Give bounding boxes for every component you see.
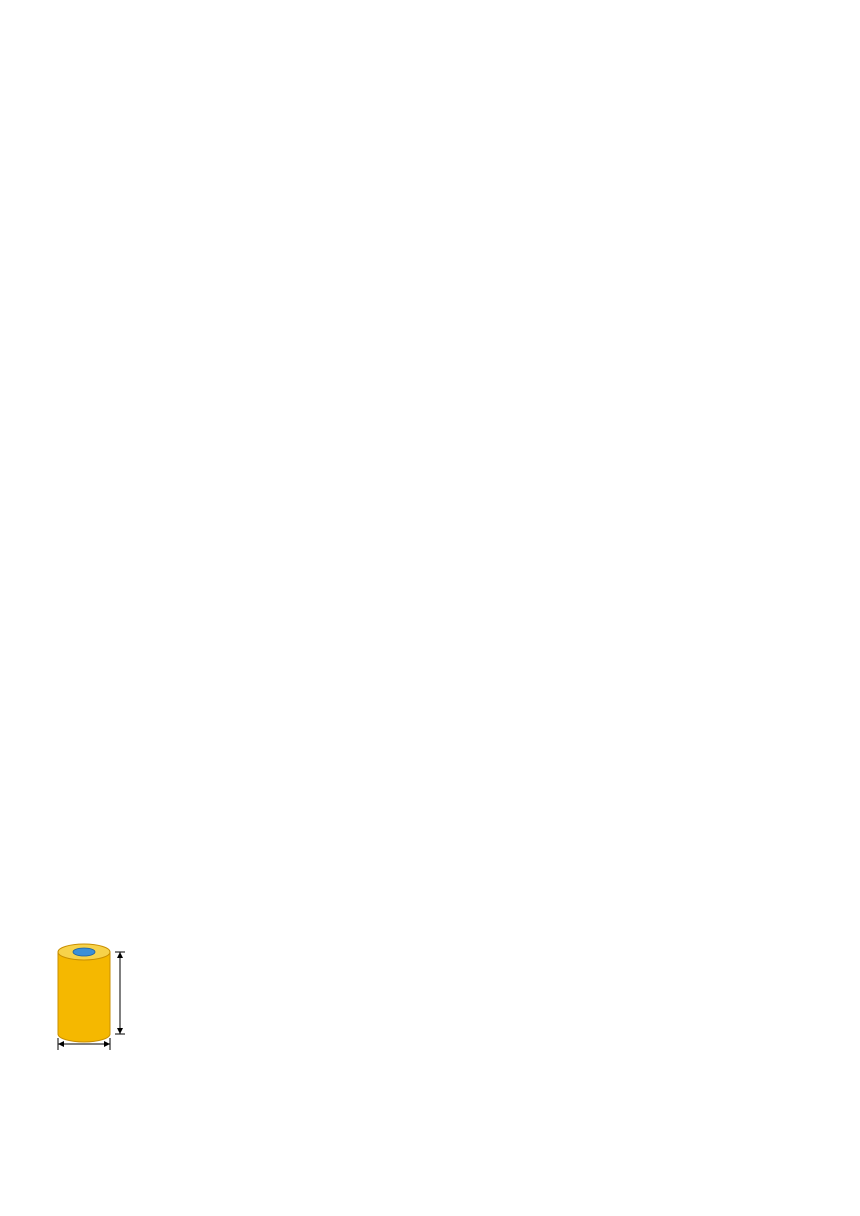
cylinder-lantern-figure — [52, 938, 152, 1058]
cylinder-diagram — [52, 938, 152, 1058]
cylinder-hole — [73, 948, 95, 956]
cylinder-body — [58, 952, 110, 1034]
